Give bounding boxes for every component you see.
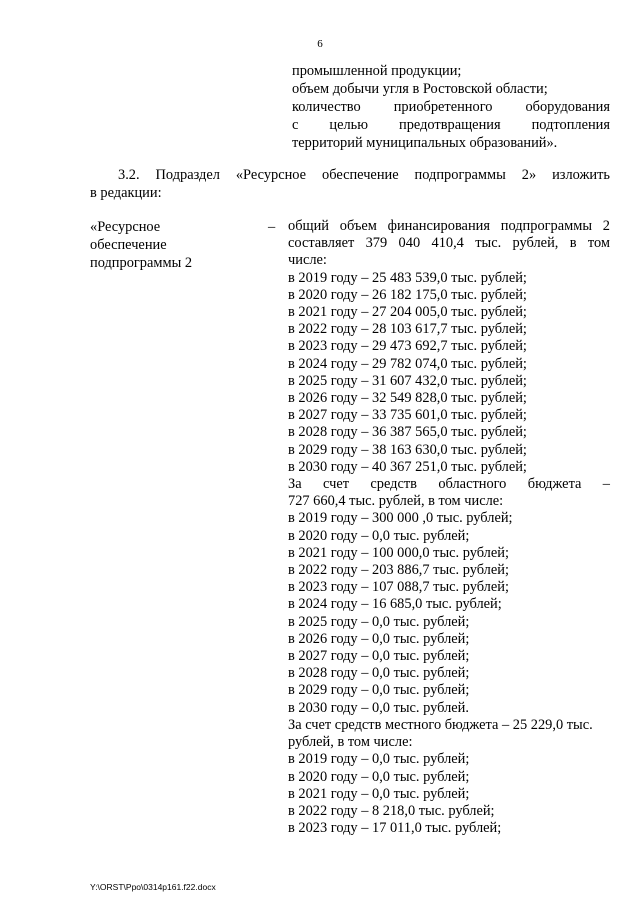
- regional-year-item: в 2019 году – 300 000 ,0 тыс. рублей;: [288, 510, 513, 527]
- regional-year-item: в 2030 году – 0,0 тыс. рублей.: [288, 699, 469, 716]
- page-number: 6: [317, 38, 323, 50]
- indicator-line: территорий муниципальных образований».: [292, 135, 558, 151]
- local-budget-line: рублей, в том числе:: [288, 734, 413, 751]
- section-heading-line: в редакции:: [90, 185, 162, 201]
- file-path-footer: Y:\ORST\Ppo\0314p161.f22.docx: [90, 882, 216, 892]
- regional-year-item: в 2022 году – 203 886,7 тыс. рублей;: [288, 562, 509, 579]
- funding-year-item: в 2022 году – 28 103 617,7 тыс. рублей;: [288, 321, 527, 338]
- label-dash: –: [268, 219, 276, 235]
- regional-year-item: в 2026 году – 0,0 тыс. рублей;: [288, 630, 470, 647]
- indicator-line: количество приобретенного оборудования: [292, 99, 610, 115]
- resource-label-line: подпрограммы 2: [90, 255, 193, 271]
- local-year-item: в 2022 году – 8 218,0 тыс. рублей;: [288, 802, 495, 819]
- funding-year-item: в 2025 году – 31 607 432,0 тыс. рублей;: [288, 372, 527, 389]
- funding-year-item: в 2019 году – 25 483 539,0 тыс. рублей;: [288, 269, 527, 286]
- funding-year-item: в 2029 году – 38 163 630,0 тыс. рублей;: [288, 441, 527, 458]
- local-year-item: в 2020 году – 0,0 тыс. рублей;: [288, 768, 470, 785]
- funding-total-line: составляет 379 040 410,4 тыс. рублей, в том: [288, 235, 610, 252]
- section-heading-line: 3.2. Подраздел «Ресурсное обеспечение подпрограммы 2» изложить: [118, 167, 610, 183]
- funding-total-line: общий объем финансирования подпрограммы 2: [288, 218, 610, 234]
- funding-details: [288, 218, 610, 837]
- local-year-item: в 2021 году – 0,0 тыс. рублей;: [288, 785, 470, 802]
- regional-year-item: в 2027 году – 0,0 тыс. рублей;: [288, 648, 470, 665]
- funding-year-item: в 2021 году – 27 204 005,0 тыс. рублей;: [288, 304, 527, 321]
- indicator-list-continuation: [292, 62, 610, 152]
- funding-year-item: в 2020 году – 26 182 175,0 тыс. рублей;: [288, 286, 527, 303]
- funding-year-item: в 2023 году – 29 473 692,7 тыс. рублей;: [288, 338, 527, 355]
- regional-year-item: в 2023 году – 107 088,7 тыс. рублей;: [288, 579, 509, 596]
- funding-year-item: в 2026 году – 32 549 828,0 тыс. рублей;: [288, 390, 527, 407]
- funding-year-item: в 2028 году – 36 387 565,0 тыс. рублей;: [288, 424, 527, 441]
- regional-budget-line: 727 660,4 тыс. рублей, в том числе:: [288, 493, 504, 510]
- regional-budget-line: За счет средств областного бюджета –: [288, 476, 610, 493]
- funding-year-item: в 2030 году – 40 367 251,0 тыс. рублей;: [288, 458, 527, 475]
- funding-year-item: в 2027 году – 33 735 601,0 тыс. рублей;: [288, 407, 527, 424]
- section-paragraph: [90, 166, 610, 202]
- regional-year-item: в 2020 году – 0,0 тыс. рублей;: [288, 527, 470, 544]
- regional-year-item: в 2021 году – 100 000,0 тыс. рублей;: [288, 544, 509, 561]
- local-year-item: в 2023 году – 17 011,0 тыс. рублей;: [288, 820, 502, 837]
- regional-year-item: в 2028 году – 0,0 тыс. рублей;: [288, 665, 470, 682]
- indicator-line: промышленной продукции;: [292, 63, 462, 79]
- funding-year-item: в 2024 году – 29 782 074,0 тыс. рублей;: [288, 355, 527, 372]
- regional-year-item: в 2029 году – 0,0 тыс. рублей;: [288, 682, 470, 699]
- indicator-line: с целью предотвращения подтопления: [292, 117, 610, 133]
- funding-total-line: числе:: [288, 252, 327, 269]
- resource-label: [90, 218, 240, 272]
- indicator-line: объем добычи угля в Ростовской области;: [292, 81, 548, 97]
- resource-label-line: обеспечение: [90, 237, 167, 253]
- regional-year-item: в 2025 году – 0,0 тыс. рублей;: [288, 613, 470, 630]
- local-budget-line: За счет средств местного бюджета – 25 229,0 тыс.: [288, 716, 593, 733]
- local-year-item: в 2019 году – 0,0 тыс. рублей;: [288, 751, 470, 768]
- regional-year-item: в 2024 году – 16 685,0 тыс. рублей;: [288, 596, 502, 613]
- resource-label-line: «Ресурсное: [90, 219, 161, 235]
